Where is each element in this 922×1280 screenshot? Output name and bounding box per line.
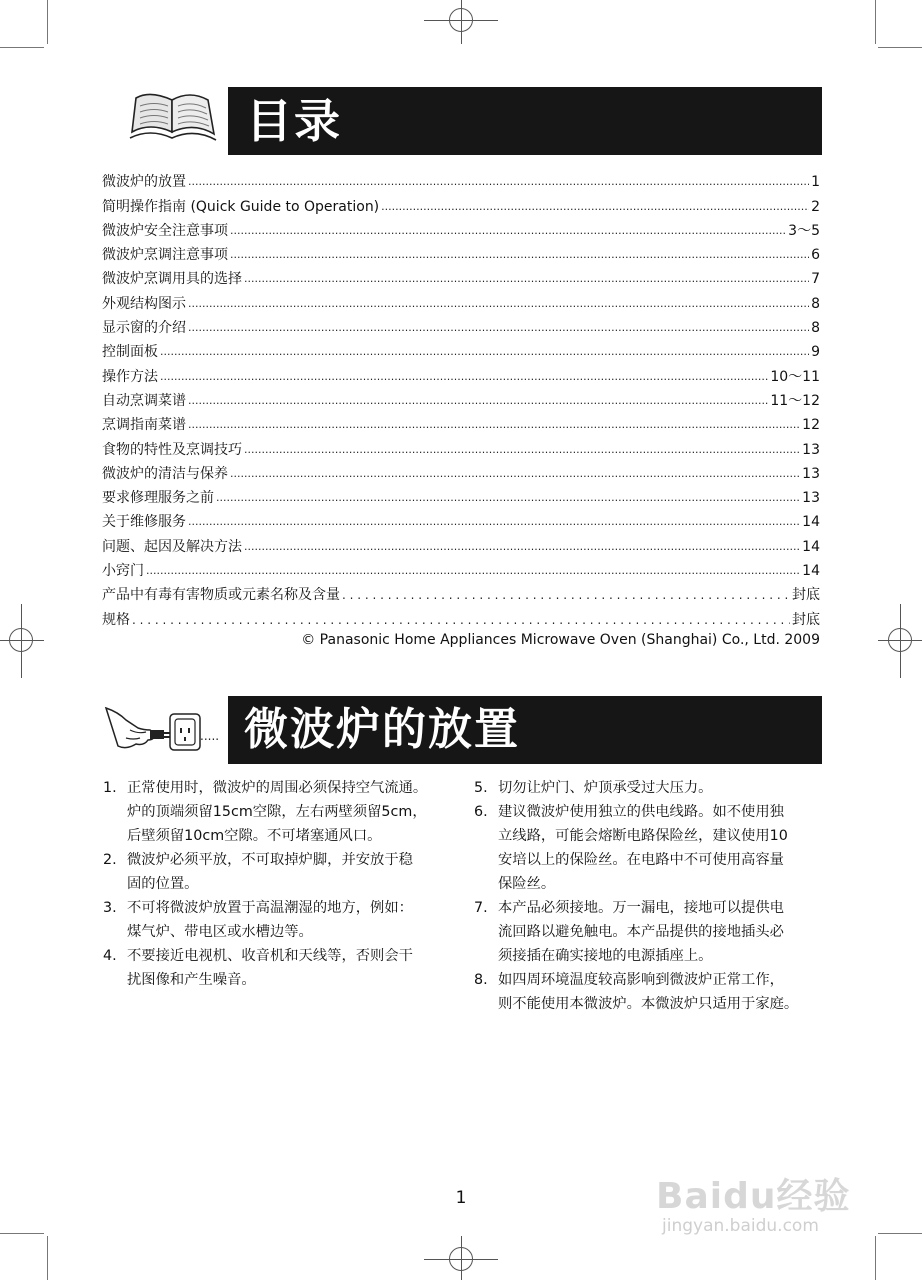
list-item-line: 安培以上的保险丝。在电路中不可使用高容量: [498, 852, 784, 868]
toc-entry: [102, 410, 820, 434]
list-item-number: 4.: [103, 948, 117, 964]
toc-entry-page: 6: [811, 247, 820, 264]
list-item-number: 6.: [474, 804, 488, 820]
toc-entry-page: 13: [802, 441, 820, 458]
list-item-line: 切勿让炉门、炉顶承受过大压力。: [498, 780, 713, 796]
toc-entry: [102, 556, 820, 580]
list-item-text: [127, 896, 459, 944]
list-item-line: 煤气炉、带电区或水槽边等。: [127, 924, 313, 940]
list-item: [103, 776, 459, 848]
list-item-line: 不要接近电视机、收音机和天线等，否则会干: [127, 948, 413, 964]
list-item-number: 8.: [474, 972, 488, 988]
toc-entry: [102, 191, 820, 215]
toc-leader-dots: [230, 222, 786, 240]
toc-leader-dots: [188, 319, 809, 337]
toc-entry: [102, 167, 820, 191]
list-item-number: 3.: [103, 900, 117, 916]
toc-entry: [102, 386, 820, 410]
list-item-line: 固的位置。: [127, 876, 199, 892]
toc-entry: [102, 337, 820, 361]
toc-leader-dots: [244, 538, 800, 556]
toc-entry-page: 7: [811, 271, 820, 288]
toc-entry-title: 显示窗的介绍: [102, 320, 186, 337]
toc-entry-title: 微波炉安全注意事项: [102, 222, 228, 239]
toc-entry: [102, 531, 820, 555]
toc-entry-title: 自动烹调菜谱: [102, 392, 186, 409]
toc-entry-page: 10～11: [770, 368, 820, 385]
toc-entry-page: 9: [811, 344, 820, 361]
list-item-text: [127, 944, 459, 992]
placement-right-column: [474, 776, 824, 1016]
toc-entry: [102, 604, 820, 628]
list-item-line: 扰图像和产生噪音。: [127, 972, 256, 988]
plug-socket-icon: [104, 700, 228, 758]
list-item-number: 1.: [103, 780, 117, 796]
toc-entry-page: 1: [811, 174, 820, 191]
toc-entry-page: 12: [802, 417, 820, 434]
toc-entry-title: 微波炉烹调注意事项: [102, 247, 228, 264]
list-item-line: 后壁须留10cm空隙。不可堵塞通风口。: [127, 828, 382, 844]
toc-entry-page: 14: [802, 514, 820, 531]
toc-entry: [102, 434, 820, 458]
list-item-text: [127, 776, 459, 848]
toc-entry-title: 食物的特性及烹调技巧: [102, 441, 242, 458]
toc-leader-dots: [342, 586, 790, 604]
toc-entry: [102, 580, 820, 604]
toc-leader-dots: [188, 295, 809, 313]
list-item: [474, 896, 824, 968]
toc-entry-title: 产品中有毒有害物质或元素名称及含量: [102, 587, 340, 604]
list-item-text: [498, 776, 824, 800]
table-of-contents: [102, 167, 820, 629]
list-item-text: [498, 896, 824, 968]
toc-entry: [102, 240, 820, 264]
list-item-line: 本产品必须接地。万一漏电，接地可以提供电: [498, 900, 784, 916]
toc-entry-title: 简明操作指南 (Quick Guide to Operation): [102, 198, 380, 215]
toc-leader-dots: [244, 441, 800, 459]
toc-entry-title: 控制面板: [102, 344, 158, 361]
toc-entry-page: 13: [802, 490, 820, 507]
toc-leader-dots: [244, 270, 809, 288]
toc-entry: [102, 216, 820, 240]
baidu-watermark-url: jingyan.baidu.com: [662, 1216, 819, 1236]
list-item-line: 建议微波炉使用独立的供电线路。如不使用独: [498, 804, 784, 820]
toc-entry-title: 规格: [102, 611, 130, 628]
list-item-number: 2.: [103, 852, 117, 868]
list-item: [103, 848, 459, 896]
toc-leader-dots: [216, 489, 800, 507]
toc-entry-page: 2: [811, 198, 820, 215]
open-book-icon: [128, 92, 218, 148]
toc-leader-dots: [146, 562, 800, 580]
list-item-line: 不可将微波炉放置于高温潮湿的地方，例如：: [127, 900, 413, 916]
toc-entry: [102, 313, 820, 337]
list-item-text: [127, 848, 459, 896]
toc-entry-page: 封底: [792, 587, 820, 604]
list-item-number: 5.: [474, 780, 488, 796]
toc-entry-title: 烹调指南菜谱: [102, 417, 186, 434]
list-item-line: 流回路以避免触电。本产品提供的接地插头必: [498, 924, 784, 940]
list-item-line: 立线路，可能会熔断电路保险丝，建议使用10: [498, 828, 788, 844]
toc-entry-title: 问题、起因及解决方法: [102, 538, 242, 555]
toc-entry-title: 关于维修服务: [102, 514, 186, 531]
list-item-line: 如四周环境温度较高影响到微波炉正常工作，: [498, 972, 784, 988]
toc-entry-title: 小窍门: [102, 563, 144, 580]
toc-entry-page: 13: [802, 465, 820, 482]
toc-entry-page: 8: [811, 320, 820, 337]
watermark-logo-text: Baidu经验: [656, 1176, 851, 1217]
toc-entry-title: 微波炉烹调用具的选择: [102, 271, 242, 288]
list-item: [474, 800, 824, 896]
placement-heading: 微波炉的放置: [244, 704, 520, 755]
toc-leader-dots: [188, 173, 809, 191]
baidu-watermark-logo: [656, 1168, 850, 1219]
toc-entry-page: 11～12: [770, 392, 820, 409]
svg-text:.....: .....: [200, 729, 220, 743]
toc-entry-title: 微波炉的放置: [102, 174, 186, 191]
list-item: [474, 776, 824, 800]
toc-leader-dots: [188, 392, 768, 410]
toc-leader-dots: [381, 198, 809, 216]
toc-entry: [102, 264, 820, 288]
placement-left-column: [103, 776, 459, 992]
toc-entry: [102, 507, 820, 531]
list-item-line: 保险丝。: [498, 876, 556, 892]
toc-leader-dots: [188, 416, 800, 434]
toc-entry-page: 3～5: [788, 222, 820, 239]
page-number: 1: [455, 1188, 467, 1208]
toc-leader-dots: [230, 246, 809, 264]
list-item-text: [498, 968, 824, 1016]
toc-entry-title: 要求修理服务之前: [102, 490, 214, 507]
toc-leader-dots: [160, 368, 768, 386]
list-item-line: 炉的顶端须留15cm空隙，左右两壁须留5cm，: [127, 804, 427, 820]
toc-entry: [102, 483, 820, 507]
list-item-number: 7.: [474, 900, 488, 916]
toc-entry-title: 微波炉的清洁与保养: [102, 465, 228, 482]
toc-entry: [102, 288, 820, 312]
toc-entry: [102, 361, 820, 385]
list-item: [474, 968, 824, 1016]
toc-entry-page: 14: [802, 538, 820, 555]
list-item-text: [498, 800, 824, 896]
toc-entry-title: 外观结构图示: [102, 295, 186, 312]
list-item: [103, 896, 459, 944]
toc-entry-page: 8: [811, 295, 820, 312]
list-item: [103, 944, 459, 992]
list-item-line: 微波炉必须平放，不可取掉炉脚，并安放于稳: [127, 852, 413, 868]
toc-heading: 目录: [246, 94, 342, 148]
toc-leader-dots: [188, 513, 800, 531]
toc-entry-page: 封底: [792, 611, 820, 628]
list-item-line: 须接插在确实接地的电源插座上。: [498, 948, 713, 964]
copyright-notice: © Panasonic Home Appliances Microwave Oven (Shanghai) Co., Ltd. 2009: [301, 632, 820, 648]
list-item-line: 则不能使用本微波炉。本微波炉只适用于家庭。: [498, 996, 799, 1012]
toc-leader-dots: [160, 343, 809, 361]
toc-leader-dots: [132, 611, 790, 629]
toc-entry-title: 操作方法: [102, 368, 158, 385]
toc-entry-page: 14: [802, 563, 820, 580]
toc-entry: [102, 459, 820, 483]
list-item-line: 正常使用时，微波炉的周围必须保持空气流通。: [127, 780, 428, 796]
toc-leader-dots: [230, 465, 800, 483]
